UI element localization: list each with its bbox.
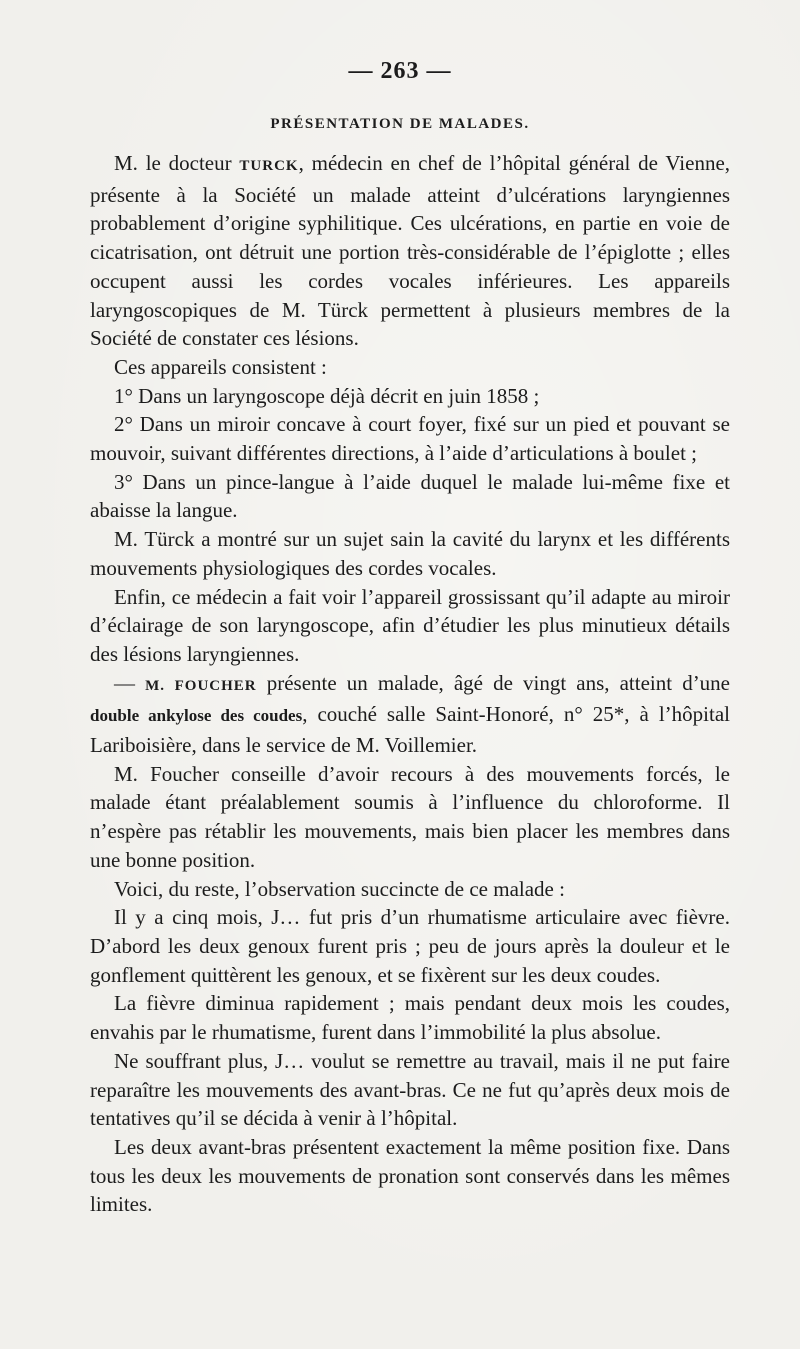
list-item-1: 1° Dans un laryngoscope déjà décrit en juin 1858 ; [114,383,540,408]
page-number: — 263 — [348,58,452,84]
paragraph-avant-bras: Les deux avant-bras présentent exactement la même position fixe. Dans tous les deux les mouvements de pronation sont conservés dans les mêmes limites. [90,1134,730,1217]
paragraph-cinq-mois: Il y a cinq mois, J… fut pris d’un rhumatisme articulaire avec fièvre. D’abord les deux genoux furent pris ; peu de jours après la douleur et le gonflement quittèrent les genoux, et se fixèrent sur les deux coudes. [90,905,730,987]
paragraph-observation: Voici, du reste, l’observation succincte de ce malade : [114,876,565,901]
person-name-turck: TURCK [239,158,299,174]
paragraph-text: , médecin en chef de l’hôpital général de Vienne, présente à la Société un malade atteint d’ulcérations laryngiennes probablement d’origine syphilitique. Ces ulcérations, en partie en voie de cicatrisation, ont détruit une portion très-considérable de l’épiglotte ; elles occupent aussi les cordes vocales inférieures. Les appareils laryngoscopiques de M. Türck permettent à plusieurs membres de la Société de constater ces lésions. [90,151,731,351]
paragraph-text: , couché salle Saint-Honoré, n° 25*, à l’hôpital Lariboisière, dans le service de M. Voillemier. [90,702,730,758]
paragraph-text: M. le docteur [114,151,240,175]
paragraph-larynx: M. Türck a montré sur un sujet sain la cavité du larynx et les différents mouvements physiologiques des cordes vocales. [90,527,730,580]
paragraph-text: présente un malade, âgé de vingt ans, atteint d’une [256,670,731,695]
person-name-foucher: M. FOUCHER [145,677,257,694]
paragraph-enfin: Enfin, ce médecin a fait voir l’appareil grossissant qu’il adapte au miroir d’éclairage de son laryngoscope, afin d’étudier les plus minutieux détails des lésions laryngiennes. [90,584,730,666]
diagnosis-bold: double ankylose des coudes [90,706,303,726]
paragraph-foucher-intro [90,669,730,760]
list-item-3: 3° Dans un pince-langue à l’aide duquel le malade lui-même fixe et abaisse la langue. [90,469,730,523]
paragraph-text: — [114,670,146,695]
paragraph-turck-intro [90,149,730,353]
section-title: PRÉSENTATION DE MALADES. [270,116,530,132]
body-text [90,149,730,1219]
list-item-2: 2° Dans un miroir concave à court foyer, fixé sur un pied et pouvant se mouvoir, suivant différentes directions, à l’aide d’articulations à boulet ; [90,412,730,466]
paragraph-appareils: Ces appareils consistent : [114,354,327,379]
paragraph-foucher-conseille: M. Foucher conseille d’avoir recours à des mouvements forcés, le malade étant préalablement soumis à l’influence du chloroforme. Il n’espère pas rétablir les mouvements, mais bien placer les membres dans une bonne position. [90,761,730,872]
paragraph-fievre: La fièvre diminua rapidement ; mais pendant deux mois les coudes, envahis par le rhumatisme, furent dans l’immobilité la plus absolue. [90,991,730,1045]
paragraph-travail: Ne souffrant plus, J… voulut se remettre au travail, mais il ne put faire reparaître les mouvements des avant-bras. Ce ne fut qu’après deux mois de tentatives qu’il se décida à venir à l’hôpital. [90,1048,730,1131]
